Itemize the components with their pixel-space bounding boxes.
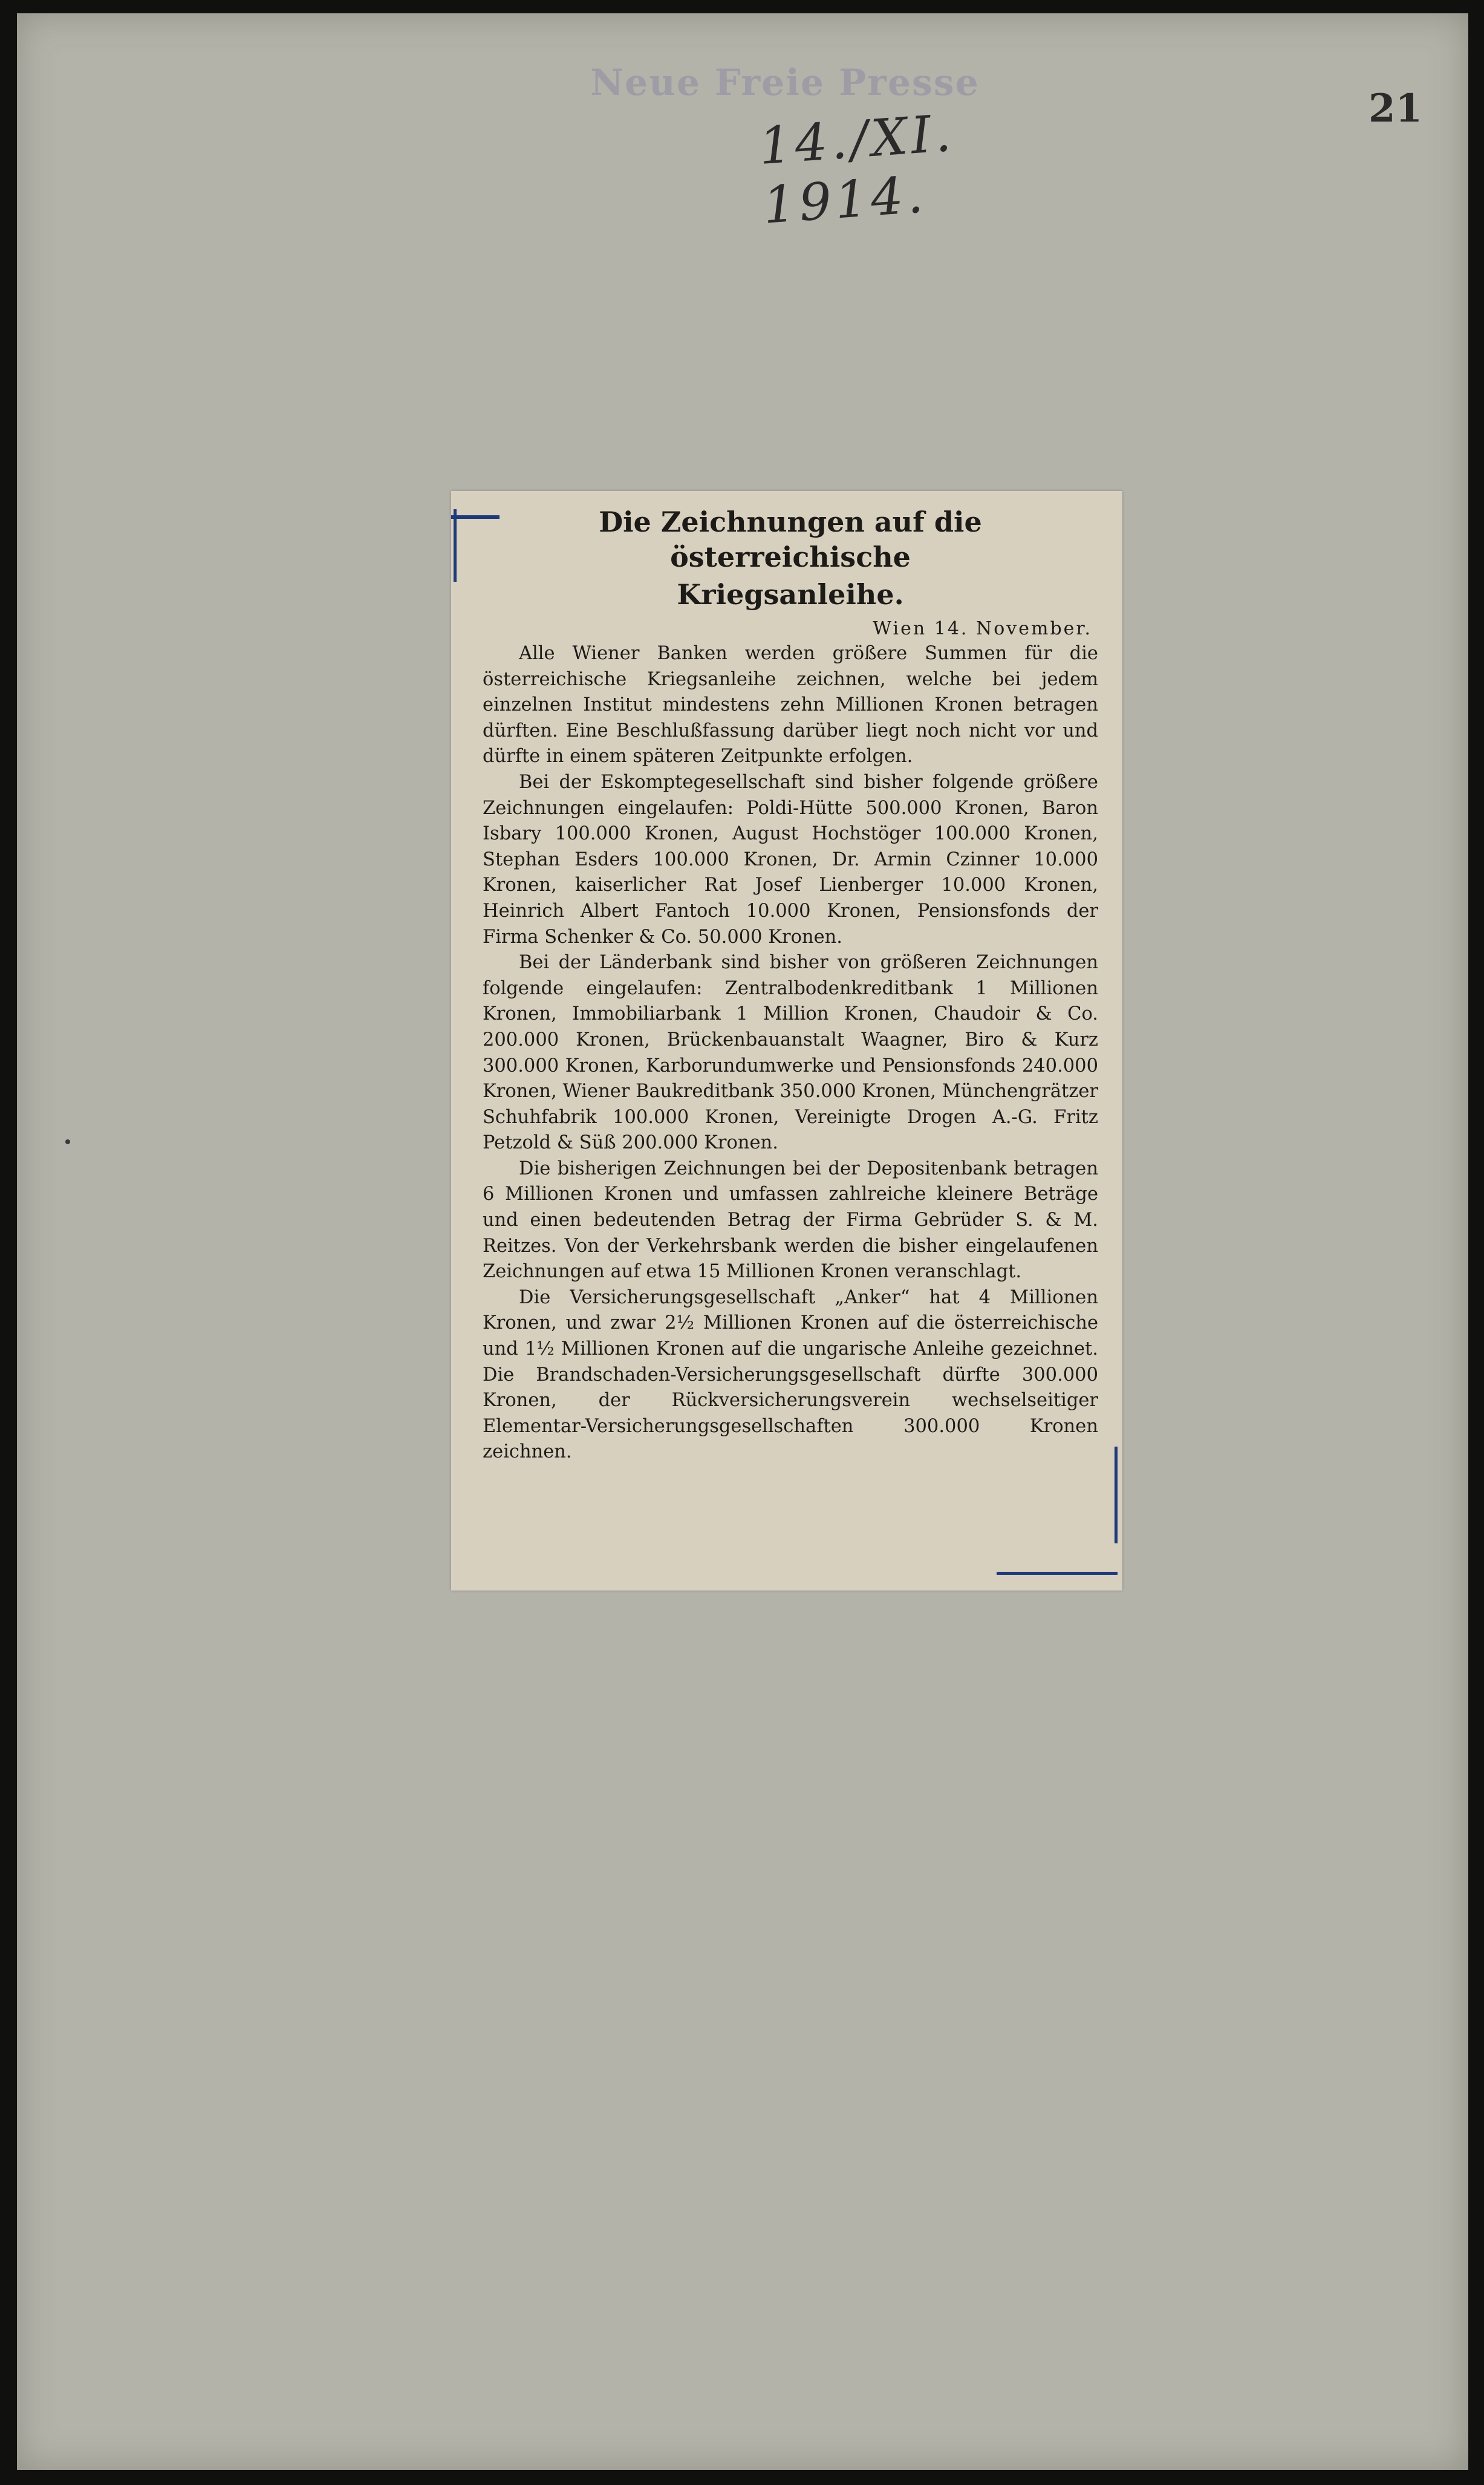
article-paragraph: Die bisherigen Zeichnungen bei der Depositenbank betragen 6 Millionen Kronen und umfassen zahlreiche kleinere Beträge und einen bedeutenden Betrag der Firma Gebrüder S. & M. Reitzes. Von der Verkehrsbank werden die bisher eingelaufenen Zeichnungen auf etwa 15 Millionen Kronen veranschlagt. [483, 1158, 1098, 1283]
blue-pencil-mark-bottom [997, 1572, 1118, 1575]
article-paragraph: Die Versicherungsgesellschaft „Anker“ hat 4 Millionen Kronen, und zwar 2½ Millionen Kronen auf die österreichische und 1½ Millionen Kronen auf die ungarische Anleihe gezeichnet. Die Brandschaden-Versicherungsgesellschaft dürfte 300.000 Kronen, der Rückversicherungsverein wechselseitiger Elementar-Versicherungsgesellschaften 300.000 Kronen zeichnen. [483, 1286, 1098, 1463]
article-body [483, 502, 1098, 1465]
article-title-line-2: Kriegsanleihe. [677, 578, 904, 611]
article-paragraph: Alle Wiener Banken werden größere Summen für die österreichische Kriegsanleihe zeichnen, welche bei jedem einzelnen Institut mindestens zehn Millionen Kronen betragen dürften. Eine Beschlußfassung darüber liegt noch nicht vor und dürfte in einem späteren Zeitpunkte erfolgen. [483, 643, 1098, 767]
article-title-line-1: Die Zeichnungen auf die österreichische [599, 506, 982, 573]
article-dateline: Wien 14. November. [873, 618, 1092, 639]
handwritten-date: 14./XI. 1914. [757, 103, 957, 235]
article-paragraph: Bei der Eskomptegesellschaft sind bisher folgende größere Zeichnungen eingelaufen: Poldi-Hütte 500.000 Kronen, Baron Isbary 100.000 Kronen, August Hochstöger 100.000 Kronen, Stephan Esders 100.000 Kronen, Dr. Armin Czinner 10.000 Kronen, kaiserlicher Rat Josef Lienberger 10.000 Kronen, Heinrich Albert Fantoch 10.000 Kronen, Pensionsfonds der Firma Schenker & Co. 50.000 Kronen. [483, 771, 1098, 948]
article-paragraph: Bei der Länderbank sind bisher von größeren Zeichnungen folgende eingelaufen: Zentralbodenkreditbank 1 Millionen Kronen, Immobiliarbank 1 Million Kronen, Chaudoir & Co. 200.000 Kronen, Brückenbauanstalt Waagner, Biro & Kurz 300.000 Kronen, Karborundumwerke und Pensionsfonds 240.000 Kronen, Wiener Baukreditbank 350.000 Kronen, Münchengrätzer Schuhfabrik 100.000 Kronen, Vereinigte Drogen A.-G. Fritz Petzold & Süß 200.000 Kronen. [483, 952, 1098, 1154]
archive-sheet [17, 13, 1468, 2470]
newspaper-clipping [451, 491, 1122, 1591]
newspaper-stamp: Neue Freie Presse [590, 62, 980, 104]
ink-spot [65, 1139, 70, 1144]
blue-pencil-mark-left [454, 509, 457, 582]
blue-pencil-mark-right [1115, 1447, 1118, 1543]
page-number: 21 [1368, 86, 1423, 131]
